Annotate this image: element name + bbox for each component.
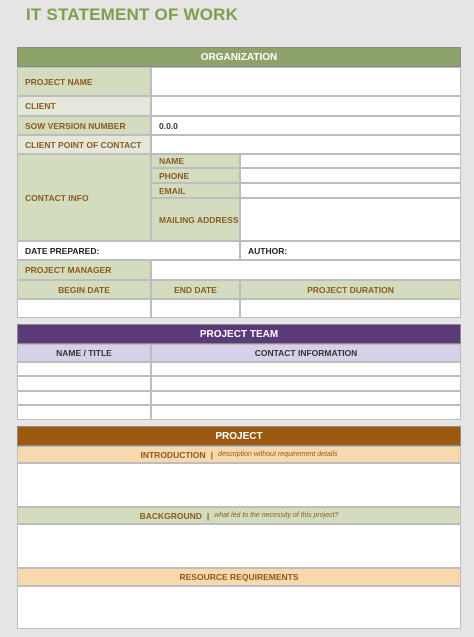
background-note: what led to the necessity of this project? (214, 512, 339, 519)
team-row-1-contact[interactable] (151, 362, 461, 376)
contact-email-field[interactable] (240, 183, 461, 198)
contact-name-field[interactable] (240, 154, 461, 168)
author-field[interactable] (240, 241, 461, 260)
project-header: PROJECT (17, 426, 461, 446)
introduction-field[interactable] (17, 463, 461, 507)
project-name-field[interactable] (151, 67, 461, 96)
date-prepared-field[interactable] (17, 241, 240, 260)
team-row-4-contact[interactable] (151, 405, 461, 420)
team-row-4-name[interactable] (17, 405, 151, 420)
team-row-2-contact[interactable] (151, 376, 461, 391)
client-label: CLIENT (17, 96, 151, 116)
contact-mailing-address-label: MAILING ADDRESS (151, 198, 240, 241)
resource-requirements-field[interactable] (17, 586, 461, 629)
contact-info-label: CONTACT INFO (17, 154, 151, 241)
team-contact-info-header: CONTACT INFORMATION (151, 344, 461, 362)
begin-date-field[interactable] (17, 299, 151, 318)
contact-phone-label: PHONE (151, 168, 240, 183)
resource-requirements-header: RESOURCE REQUIREMENTS (17, 568, 461, 586)
page-title: IT STATEMENT OF WORK (26, 5, 239, 24)
background-header (17, 507, 461, 524)
sow-version-field[interactable]: 0.0.0 (151, 116, 461, 135)
contact-phone-field[interactable] (240, 168, 461, 183)
contact-email-label: EMAIL (151, 183, 240, 198)
introduction-label: INTRODUCTION (140, 449, 206, 460)
introduction-header (17, 446, 461, 463)
sow-version-label: SOW VERSION NUMBER (17, 116, 151, 135)
background-field[interactable] (17, 524, 461, 568)
project-manager-field[interactable] (151, 260, 461, 280)
project-name-label: PROJECT NAME (17, 67, 151, 96)
contact-name-label: NAME (151, 154, 240, 168)
background-label: BACKGROUND (139, 510, 202, 521)
project-team-header: PROJECT TEAM (17, 324, 461, 344)
end-date-field[interactable] (151, 299, 240, 318)
team-row-3-contact[interactable] (151, 391, 461, 405)
project-manager-label: PROJECT MANAGER (17, 260, 151, 280)
end-date-header: END DATE (151, 280, 240, 299)
team-name-title-header: NAME / TITLE (17, 344, 151, 362)
team-row-2-name[interactable] (17, 376, 151, 391)
team-row-1-name[interactable] (17, 362, 151, 376)
project-duration-header: PROJECT DURATION (240, 280, 461, 299)
client-poc-label: CLIENT POINT OF CONTACT (17, 135, 151, 154)
team-row-3-name[interactable] (17, 391, 151, 405)
contact-mailing-address-field[interactable] (240, 198, 461, 241)
client-poc-field[interactable] (151, 135, 461, 154)
date-prepared-label: DATE PREPARED: (25, 245, 100, 256)
project-duration-field[interactable] (240, 299, 461, 318)
client-field[interactable] (151, 96, 461, 116)
background-separator: | (206, 510, 210, 521)
begin-date-header: BEGIN DATE (17, 280, 151, 299)
introduction-note: description without requirement details (218, 451, 338, 458)
introduction-separator: | (210, 449, 214, 460)
organization-header: ORGANIZATION (17, 47, 461, 67)
author-label: AUTHOR: (248, 245, 288, 256)
